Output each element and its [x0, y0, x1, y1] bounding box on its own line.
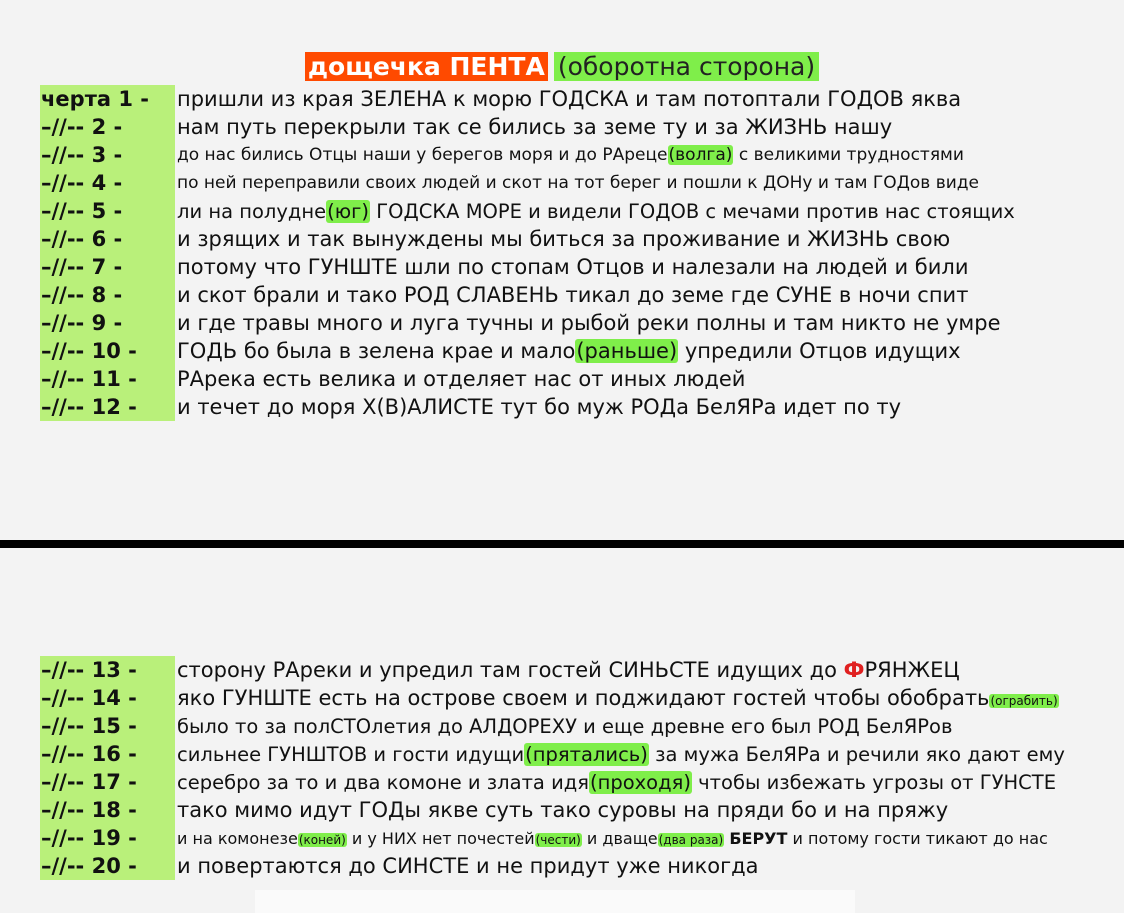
line-label: –//-- 18 - — [40, 796, 175, 824]
line-text: сильнее ГУНШТОВ и гости идущи(прятались) за мужа БелЯРа и речили яко дают ему — [177, 742, 1065, 766]
line-text: и зрящих и так вынуждены мы биться за проживание и ЖИЗНЬ свою — [177, 227, 951, 251]
line-label: –//-- 13 - — [40, 656, 175, 684]
line-text: и течет до моря Х(В)АЛИСТЕ тут бо муж РОДа БелЯРа идет по ту — [177, 395, 902, 419]
text-line — [40, 85, 1015, 113]
line-text: пришли из края ЗЕЛЕНА к морю ГОДСКА и там потоптали ГОДОВ яква — [177, 87, 962, 111]
text-line — [40, 796, 1065, 824]
text-line — [40, 309, 1015, 337]
line-text: по ней переправили своих людей и скот на тот берег и пошли к ДОНу и там ГОДов виде — [177, 173, 980, 193]
text-line — [40, 253, 1015, 281]
line-text: и повертаются до СИНСТЕ и не придут уже никогда — [177, 854, 759, 878]
text-line — [40, 225, 1015, 253]
line-text: РАрека есть велика и отделяет нас от иных людей — [177, 367, 746, 391]
line-label: –//-- 5 - — [40, 197, 175, 225]
line-label: –//-- 11 - — [40, 365, 175, 393]
text-line — [40, 169, 1015, 197]
line-label: –//-- 9 - — [40, 309, 175, 337]
line-label: –//-- 20 - — [40, 852, 175, 880]
text-line — [40, 365, 1015, 393]
title-subtitle: (оборотна сторона) — [554, 52, 819, 81]
line-text: было то за полСТОлетия до АЛДОРЕХУ и еще древне его был РОД БелЯРов — [177, 714, 953, 738]
line-text: до нас бились Отцы наши у берегов моря и до РАреце(волга) с великими трудностями — [177, 145, 964, 165]
line-label: –//-- 10 - — [40, 337, 175, 365]
line-label: –//-- 16 - — [40, 740, 175, 768]
text-line — [40, 656, 1065, 684]
line-label: –//-- 6 - — [40, 225, 175, 253]
title-main: дощечка ПЕНТА — [305, 52, 548, 81]
text-line — [40, 712, 1065, 740]
line-text: нам путь перекрыли так се бились за земе ту и за ЖИЗНЬ нашу — [177, 115, 893, 139]
line-text: ли на полудне(юг) ГОДСКА МОРЕ и видели ГОДОВ с мечами против нас стоящих — [177, 199, 1015, 223]
line-text: и скот брали и тако РОД СЛАВЕНЬ тикал до земе где СУНЕ в ночи спит — [177, 283, 969, 307]
line-label: –//-- 8 - — [40, 281, 175, 309]
highlight-note: (чести) — [535, 832, 581, 847]
highlight-note: (два раза) — [658, 832, 724, 847]
red-letter: Ф — [843, 658, 865, 682]
line-text: сторону РАреки и упредил там гостей СИНЬСТЕ идущих до ФРЯНЖЕЦ — [177, 658, 960, 682]
highlight-note: (коней) — [298, 832, 346, 847]
text-line — [40, 684, 1065, 712]
text-line — [40, 393, 1015, 421]
lines-block-1 — [40, 85, 1015, 421]
bold-word: БЕРУТ — [729, 828, 788, 848]
highlight-note: (ограбить) — [990, 694, 1058, 708]
text-line — [40, 824, 1065, 852]
text-line — [40, 768, 1065, 796]
text-line — [40, 197, 1015, 225]
text-line — [40, 740, 1065, 768]
highlight-note: (раньше) — [576, 339, 678, 363]
highlight-note: (прятались) — [525, 742, 648, 766]
text-line — [40, 852, 1065, 880]
line-label: –//-- 4 - — [40, 169, 175, 197]
line-label: –//-- 3 - — [40, 141, 175, 169]
section-divider — [0, 540, 1124, 548]
page-title — [0, 50, 1124, 84]
line-label: –//-- 17 - — [40, 768, 175, 796]
line-text: тако мимо идут ГОДы якве суть тако суровы на пряди бо и на пряжу — [177, 798, 949, 822]
text-line — [40, 281, 1015, 309]
text-line — [40, 337, 1015, 365]
text-line — [40, 141, 1015, 169]
line-text: ГОДЬ бо была в зелена крае и мало(раньше) упредили Отцов идущих — [177, 339, 961, 363]
line-label: –//-- 14 - — [40, 684, 175, 712]
line-label: черта 1 - — [40, 85, 175, 113]
line-label: –//-- 12 - — [40, 393, 175, 421]
line-label: –//-- 7 - — [40, 253, 175, 281]
line-label: –//-- 15 - — [40, 712, 175, 740]
line-label: –//-- 19 - — [40, 824, 175, 852]
line-text: и на комонезе(коней) и у НИХ нет почестей(чести) и дващe(два раза) БЕРУТ и потому гости тикают до нас — [177, 828, 1048, 848]
line-text: яко ГУНШТЕ есть на острове своем и поджидают гостей чтобы обобрать(ограбить) — [177, 686, 1058, 710]
highlight-note: (юг) — [327, 199, 370, 223]
lines-block-2 — [40, 656, 1065, 880]
text-line — [40, 113, 1015, 141]
line-text: потому что ГУНШТЕ шли по стопам Отцов и налезали на людей и били — [177, 255, 969, 279]
line-label: –//-- 2 - — [40, 113, 175, 141]
bottom-band — [255, 890, 855, 913]
line-text: серебро за то и два комоне и злата идя(проходя) чтобы избежать угрозы от ГУНСТЕ — [177, 770, 1057, 794]
line-text: и где травы много и луга тучны и рыбой реки полны и там никто не умре — [177, 311, 1001, 335]
highlight-note: (волга) — [668, 145, 733, 165]
highlight-note: (проходя) — [589, 770, 691, 794]
